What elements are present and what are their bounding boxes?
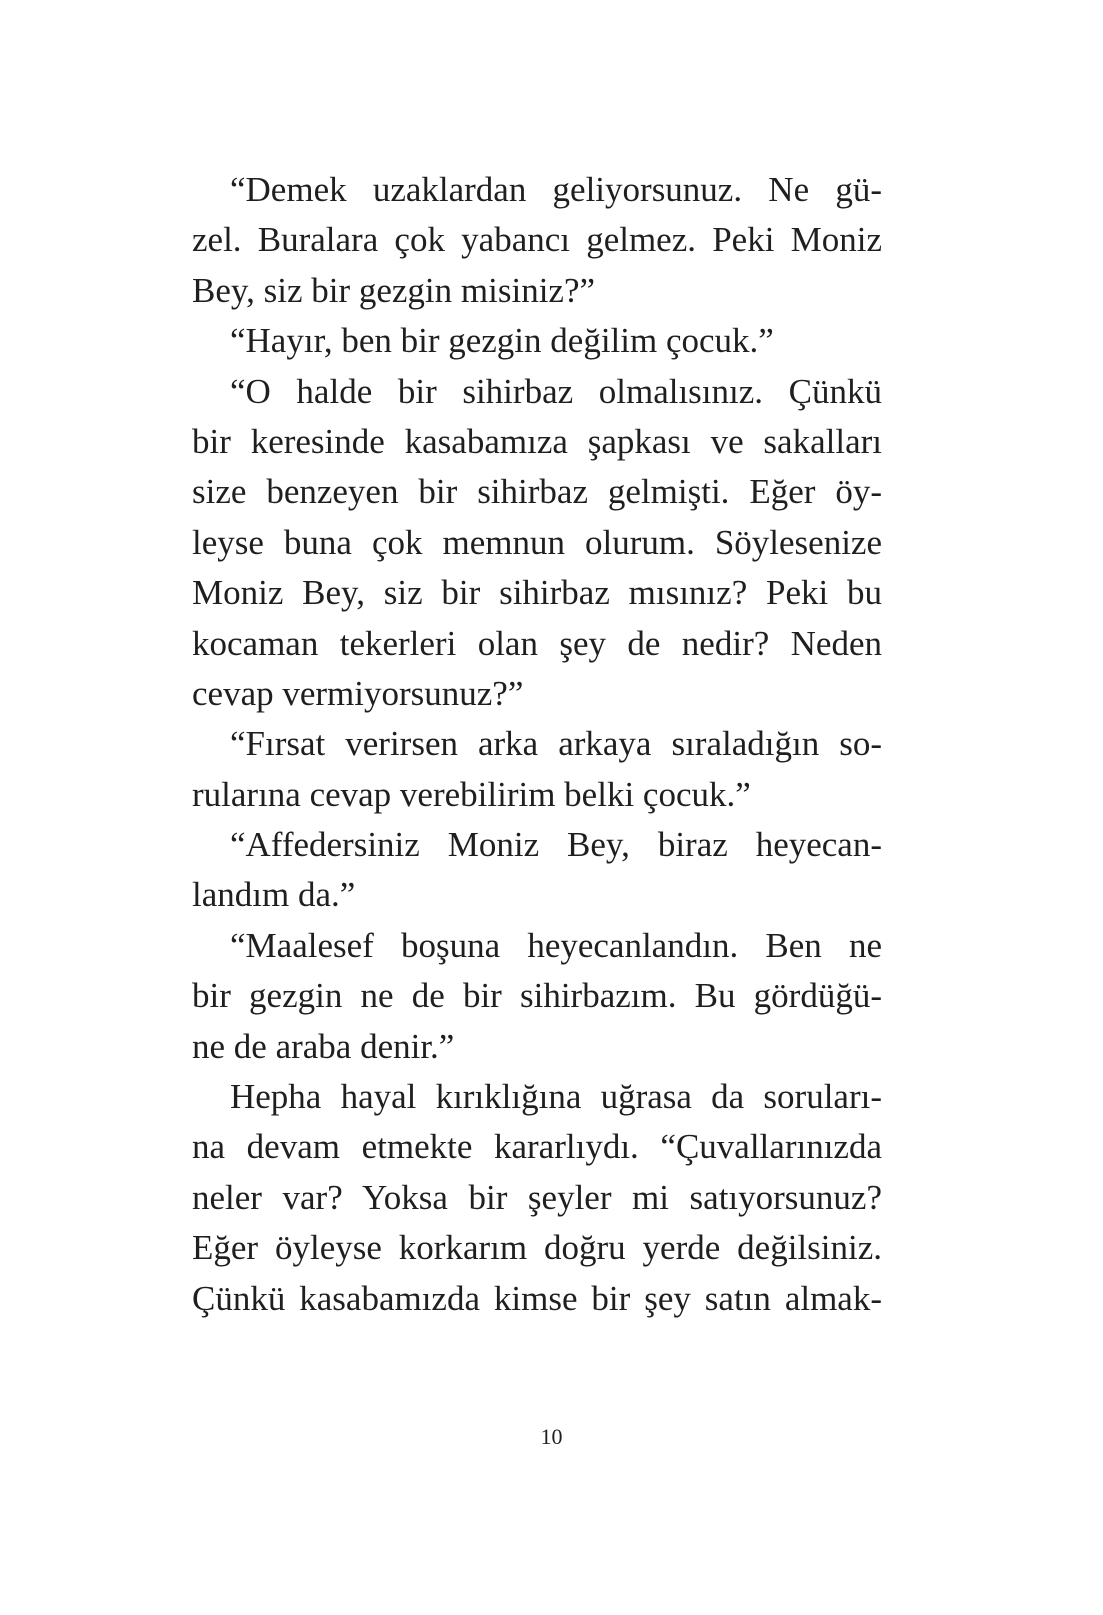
body-text [192, 165, 882, 1324]
text-line: “O halde bir sihirbaz olmalısınız. Çünkü [230, 371, 882, 411]
text-line: neler var? Yoksa bir şeyler mi satıyorsunuz? [192, 1177, 882, 1217]
text-line: kocaman tekerleri olan şey de nedir? Neden [192, 623, 882, 663]
text-line: landım da.” [192, 875, 356, 915]
text-line: “Demek uzaklardan geliyorsunuz. Ne gü- [230, 170, 882, 209]
text-line: leyse buna çok memnun olurum. Söylesenize [192, 522, 882, 562]
text-line: Çünkü kasabamızda kimse bir şey satın almak- [192, 1278, 882, 1318]
text-line: “Hayır, ben bir gezgin değilim çocuk.” [230, 321, 774, 361]
text-line: Eğer öyleyse korkarım doğru yerde değilsiniz. [192, 1228, 882, 1268]
text-line: Bey, siz bir gezgin misiniz?” [192, 270, 596, 310]
text-line: “Maalesef boşuna heyecanlandın. Ben ne [230, 925, 882, 965]
page-number: 10 [540, 1424, 563, 1449]
text-line: bir keresinde kasabamıza şapkası ve sakalları [192, 421, 882, 461]
text-line: “Affedersiniz Moniz Bey, biraz heyecan- [230, 825, 882, 865]
text-line: size benzeyen bir sihirbaz gelmişti. Eğer öy- [192, 472, 882, 512]
text-line: “Fırsat verirsen arka arkaya sıraladığın so- [230, 724, 882, 764]
text-line: Moniz Bey, siz bir sihirbaz mısınız? Peki bu [192, 573, 882, 613]
text-line: bir gezgin ne de bir sihirbazım. Bu gördüğü- [192, 976, 882, 1016]
text-line: zel. Buralara çok yabancı gelmez. Peki Moniz [192, 220, 882, 260]
text-line: ne de araba denir.” [192, 1026, 455, 1066]
text-line: Hepha hayal kırıklığına uğrasa da soruları- [230, 1077, 882, 1117]
text-line: cevap vermiyorsunuz?” [192, 673, 524, 713]
text-line: rularına cevap verebilirim belki çocuk.” [192, 774, 751, 814]
text-line: na devam etmekte kararlıydı. “Çuvallarınızda [192, 1127, 882, 1167]
